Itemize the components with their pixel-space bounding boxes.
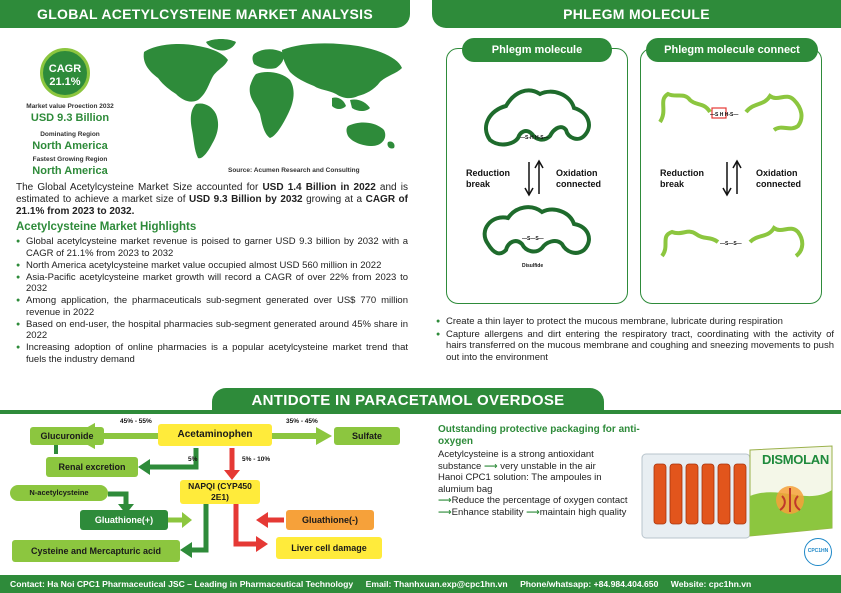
sulfate-box: Sulfate bbox=[334, 427, 400, 445]
molecule-bottom-icon bbox=[470, 200, 610, 270]
list-item: ● Create a thin layer to protect the mucous membrane, lubricate during respiration bbox=[436, 316, 834, 328]
pkg-line2: Hanoi CPC1 solution: The ampoules in alumium bag bbox=[438, 472, 602, 495]
pkg-line1b: very unstable in the air bbox=[500, 460, 596, 472]
arrow-right-icon: ⟶ bbox=[438, 495, 452, 506]
list-item: ● Global acetylcysteine market revenue is poised to garner USD 9.3 billion by 2032 with a CAGR of 21.1% from 2023 to 2032 bbox=[16, 236, 408, 259]
pkg-line3: Reduce the percentage of oxygen contact bbox=[451, 495, 628, 506]
intro-bold-2: USD 9.3 Billion by 2032 bbox=[189, 194, 303, 205]
renal-excretion-box: Renal excretion bbox=[46, 457, 138, 477]
sh-group-label: —S-H H-S— bbox=[520, 135, 549, 141]
reduction-oxidation-arrows-2-icon bbox=[720, 158, 744, 198]
footer-company: Contact: Ha Noi CPC1 Pharmaceutical JSC – Leading in Pharmaceutical Technology bbox=[10, 579, 354, 589]
footer-contact bbox=[0, 575, 841, 593]
glucuronide-box: Glucuronide bbox=[30, 427, 104, 445]
dominating-region-value: North America bbox=[32, 140, 108, 152]
pkg-line4a: Enhance stability bbox=[451, 506, 524, 518]
acetaminophen-box: Acetaminophen bbox=[158, 424, 272, 446]
intro-bold-3: CAGR of 21.1% from 2023 to 2032. bbox=[16, 194, 408, 217]
cagr-badge bbox=[40, 48, 90, 98]
arrow-right-icon: ⟶ bbox=[483, 460, 498, 472]
cagr-value: 21.1% bbox=[49, 76, 81, 88]
disulfide-label: Disulfide bbox=[522, 263, 544, 269]
antidote-banner: ANTIDOTE IN PARACETAMOL OVERDOSE bbox=[212, 388, 604, 414]
company-logo-icon: CPC1HN bbox=[804, 538, 832, 566]
source-note: Source: Acumen Research and Consulting bbox=[228, 167, 360, 174]
footer-phone[interactable]: Phone/whatsapp: +84.984.404.650 bbox=[520, 579, 659, 589]
pkg-line4b: maintain high quality bbox=[539, 506, 627, 518]
footer-website[interactable]: Website: cpc1hn.vn bbox=[670, 579, 752, 589]
list-item: ● Among application, the pharmaceuticals sub-segment generated over US$ 770 million revenue in 2022 bbox=[16, 295, 408, 318]
liver-damage-box: Liver cell damage bbox=[276, 537, 382, 559]
phlegm-molecule-banner: PHLEGM MOLECULE bbox=[432, 0, 841, 28]
list-item: ● Based on end-user, the hospital pharmacies sub-segment generated around 45% share in 2022 bbox=[16, 319, 408, 342]
phlegm-connect-title: Phlegm molecule connect bbox=[646, 38, 818, 62]
ss-group-label: —S—S— bbox=[522, 236, 544, 242]
n-acetylcysteine-box: N-acetylcysteine bbox=[10, 485, 108, 501]
world-map-icon bbox=[136, 38, 406, 168]
pct-napqi: 5% - 10% bbox=[242, 456, 271, 463]
connected-molecule-top-icon bbox=[654, 82, 814, 152]
pct-renal: 5% bbox=[188, 456, 198, 463]
pct-sulfate: 35% - 45% bbox=[286, 418, 318, 425]
glutathione-minus-box: Gluathione(-) bbox=[286, 510, 374, 530]
cysteine-mercapturic-box: Cysteine and Mercapturic acid bbox=[12, 540, 180, 562]
footer-email[interactable]: Email: Thanhxuan.exp@cpc1hn.vn bbox=[365, 579, 508, 589]
arrow-right-icon: ⟶ bbox=[438, 506, 452, 518]
market-analysis-banner: GLOBAL ACETYLCYSTEINE MARKET ANALYSIS bbox=[0, 0, 410, 28]
list-item: ● Increasing adoption of online pharmacies is a popular acetylcysteine market trend that fuels the industry demand bbox=[16, 342, 408, 365]
intro-paragraph bbox=[16, 182, 408, 218]
intro-text-1: The Global Acetylcysteine Market Size accounted for bbox=[16, 182, 263, 193]
intro-bold-1: USD 1.4 Billion in 2022 bbox=[262, 182, 376, 193]
packaging-text bbox=[438, 449, 638, 518]
intro-text-2: and is estimated to achieve a market size of bbox=[16, 182, 408, 205]
highlights-list bbox=[16, 236, 408, 366]
phlegm-bullets bbox=[436, 316, 834, 364]
packaging-title: Outstanding protective packaging for anti-oxygen bbox=[438, 424, 640, 447]
pkg-line1: Acetylcysteine is a strong antioxidant substance bbox=[438, 449, 594, 472]
connected-molecule-bottom-icon bbox=[654, 212, 814, 272]
napqi-box: NAPQI (CYP450 2E1) bbox=[180, 480, 260, 504]
reduction-label-1: Reduction break bbox=[466, 168, 510, 189]
svg-text:—S—S—: —S—S— bbox=[720, 241, 742, 247]
fastest-region-label: Fastest Growing Region bbox=[32, 156, 108, 163]
market-value-label: Market value Proection 2032 bbox=[26, 103, 114, 110]
highlights-heading: Acetylcysteine Market Highlights bbox=[16, 221, 197, 233]
phlegm-molecule-title: Phlegm molecule bbox=[462, 38, 612, 62]
product-brand: DISMOLAN bbox=[762, 452, 829, 467]
oxidation-label-2: Oxidation connected bbox=[756, 168, 802, 189]
list-item: ● Capture allergens and dirt entering the respiratory tract, coordinating with the activity of hairs transferred on the mucous membrane and coughing and sneezing movements to push out into the environment bbox=[436, 329, 834, 364]
list-item: ● North America acetylcysteine market value occupied almost USD 560 million in 2022 bbox=[16, 260, 408, 272]
oxidation-label-1: Oxidation connected bbox=[556, 168, 602, 189]
glutathione-plus-box: Gluathione(+) bbox=[80, 510, 168, 530]
svg-text:—S H H-S—: —S H H-S— bbox=[710, 112, 739, 118]
market-value: USD 9.3 Billion bbox=[30, 112, 110, 124]
reduction-oxidation-arrows-icon bbox=[522, 158, 546, 198]
dominating-region-label: Dominating Region bbox=[40, 131, 100, 138]
intro-text-3: growing at a bbox=[302, 194, 366, 205]
fastest-region-value: North America bbox=[32, 165, 108, 177]
molecule-top-icon bbox=[470, 80, 610, 160]
pct-glucuronide: 45% - 55% bbox=[120, 418, 152, 425]
list-item: ● Asia-Pacific acetylcysteine market growth will record a CAGR of over 22% from 2023 to 2032 bbox=[16, 272, 408, 295]
reduction-label-2: Reduction break bbox=[660, 168, 704, 189]
cagr-label: CAGR bbox=[48, 63, 82, 75]
arrow-right-icon: ⟶ bbox=[526, 506, 540, 518]
